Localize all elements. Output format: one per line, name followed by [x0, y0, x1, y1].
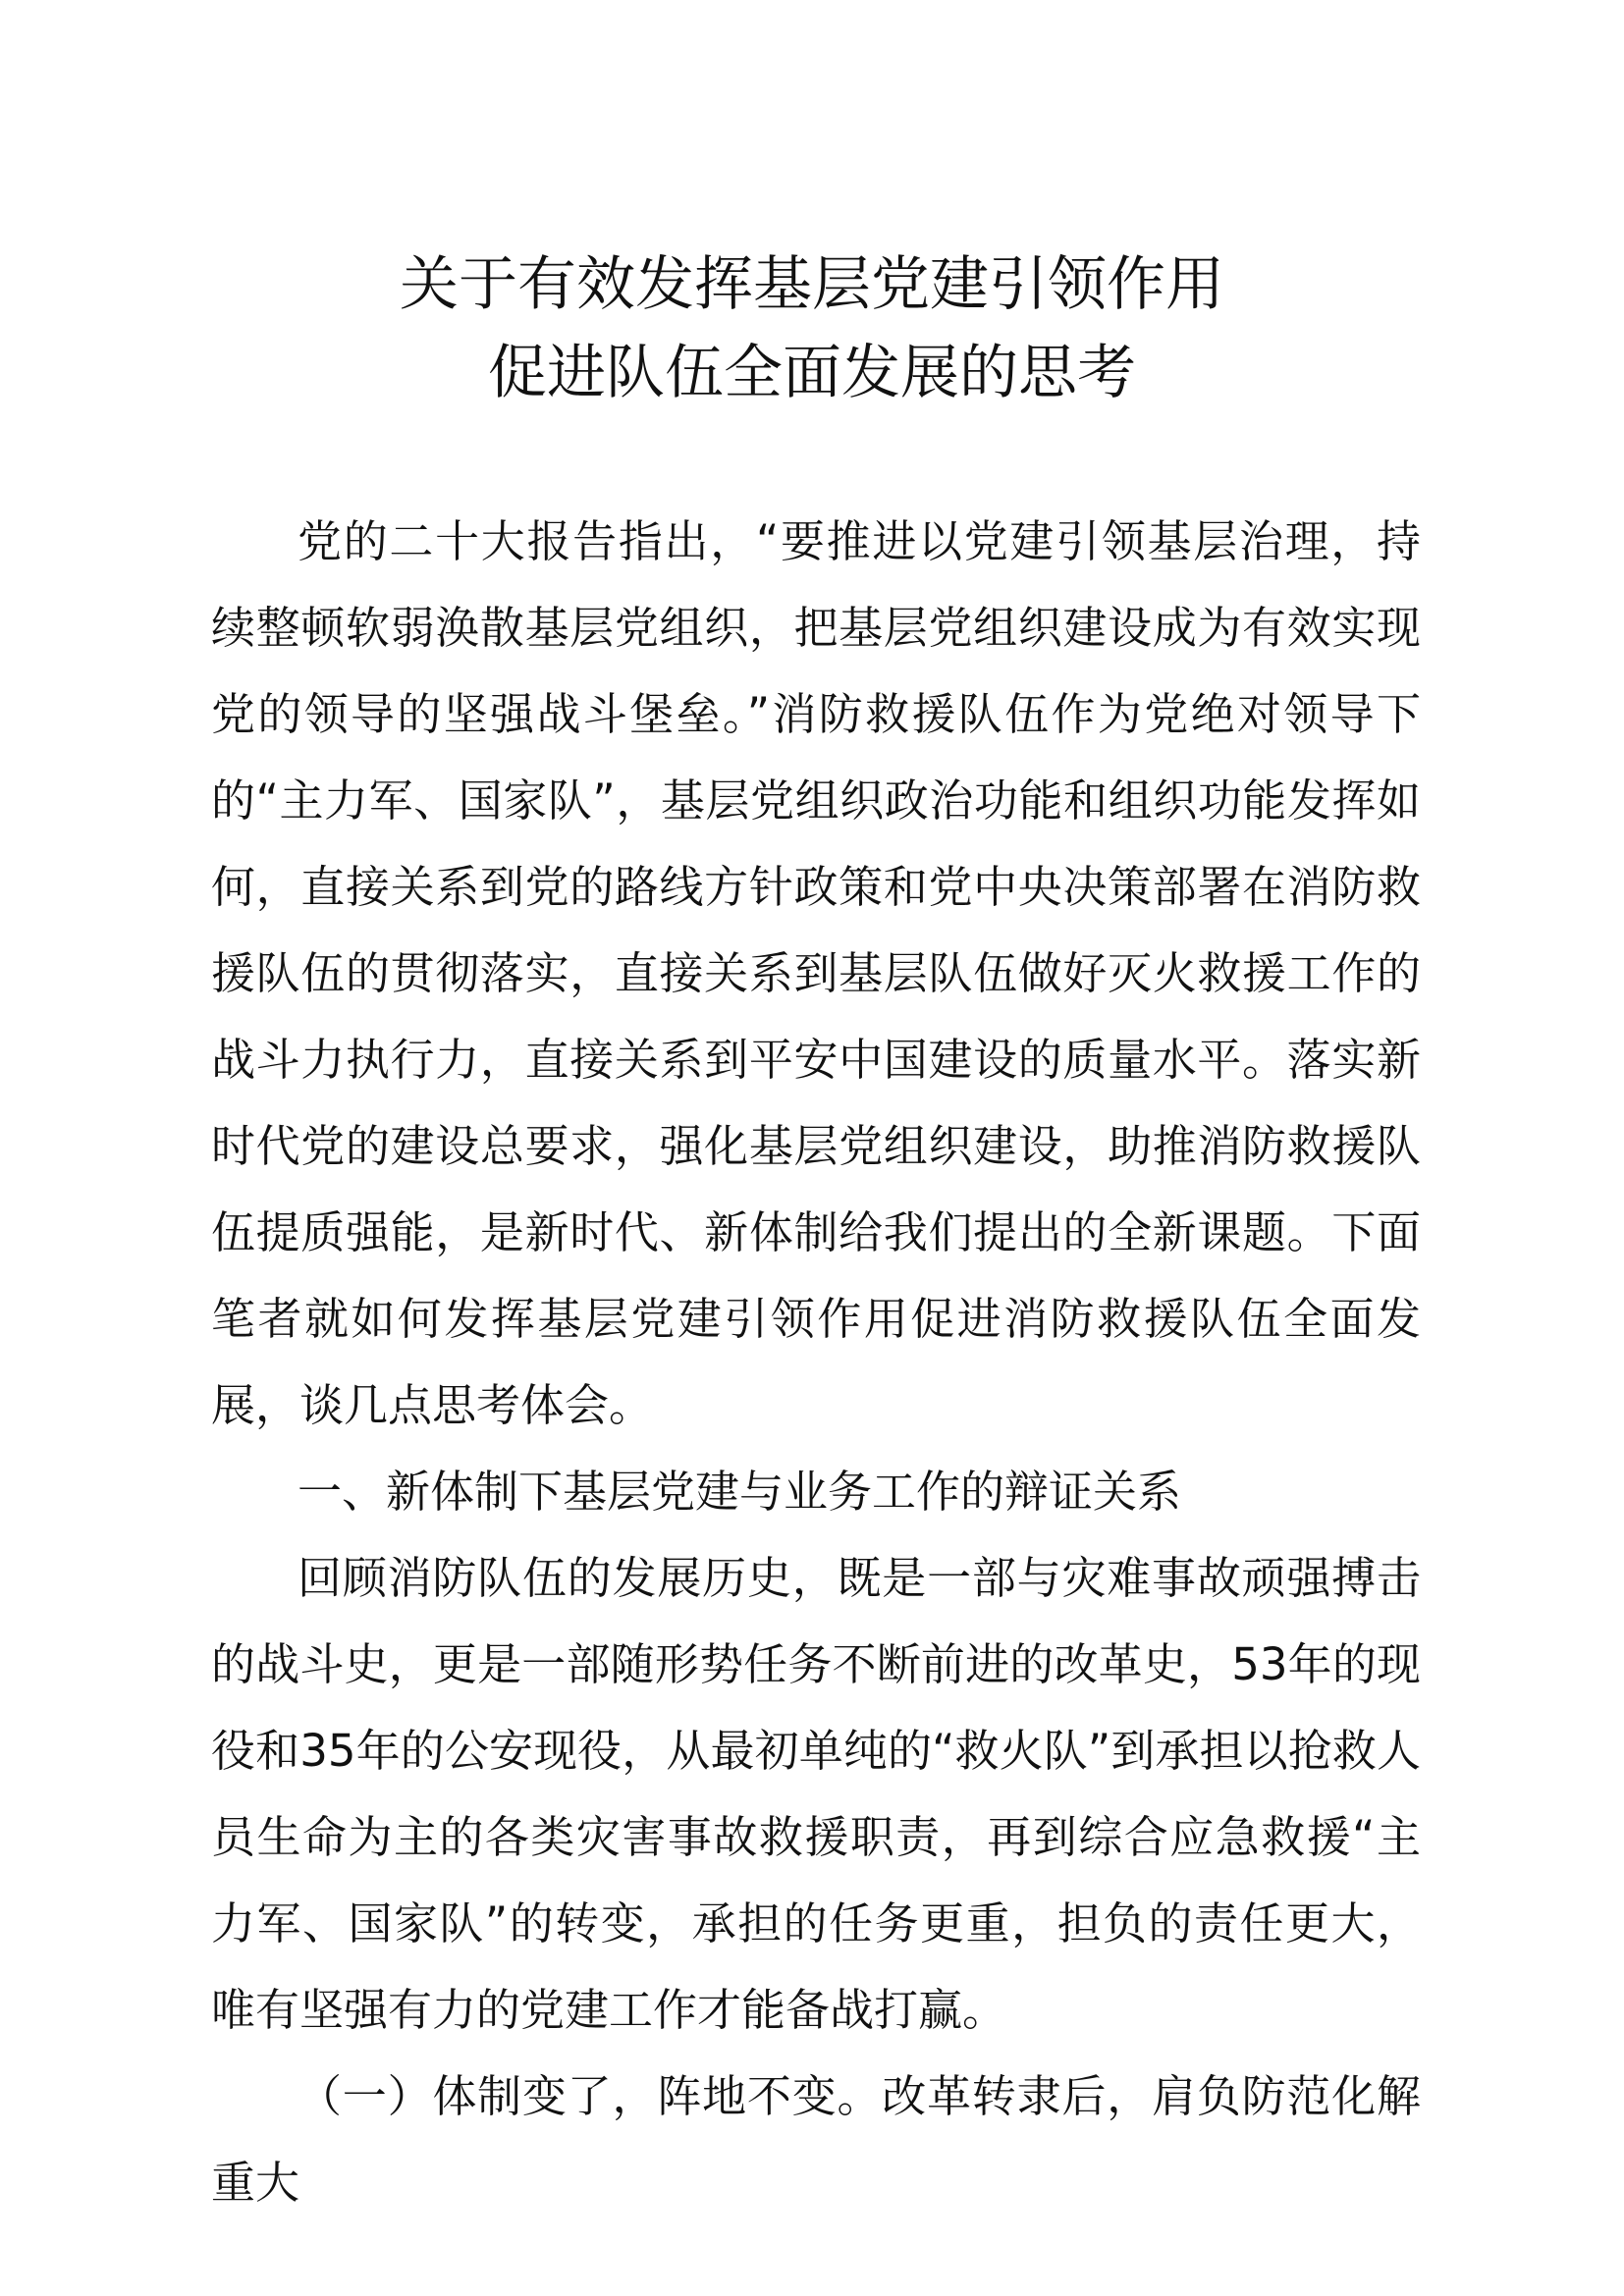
history-paragraph: 回顾消防队伍的发展历史，既是一部与灾难事故顽强搏击的战斗史，更是一部随形势任务不断前进的改革史，53年的现役和35年的公安现役，从最初单纯的“救火队”到承担以抢救人员生命为主的各类灾害事故救援职责，再到综合应急救援“主力军、国家队”的转变，承担的任务更重，担负的责任更大，唯有坚强有力的党建工作才能备战打赢。: [211, 1552, 1421, 2036]
document-title-line-1: 关于有效发挥基层党建引领作用: [400, 250, 1224, 319]
intro-paragraph: 党的二十大报告指出，“要推进以党建引领基层治理，持续整顿软弱涣散基层党组织，把基层党组织建设成为有效实现党的领导的坚强战斗堡垒。”消防救援队伍作为党绝对领导下的“主力军、国家队”，基层党组织政治功能和组织功能发挥如何，直接关系到党的路线方针政策和党中央决策部署在消防救援队伍的贯彻落实，直接关系到基层队伍做好灭火救援工作的战斗力执行力，直接关系到平安中国建设的质量水平。落实新时代党的建设总要求，强化基层党组织建设，助推消防救援队伍提质强能，是新时代、新体制给我们提出的全新课题。下面笔者就如何发挥基层党建引领作用促进消防救援队伍全面发展，谈几点思考体会。: [211, 515, 1421, 1431]
document-title-line-2: 促进队伍全面发展的思考: [488, 339, 1136, 407]
section-heading-1: 一、新体制下基层党建与业务工作的辩证关系: [298, 1466, 1182, 1518]
document-body: [211, 499, 1421, 2226]
subsection-paragraph-1: （一）体制变了，阵地不变。改革转隶后，肩负防范化解重大: [211, 2070, 1421, 2209]
